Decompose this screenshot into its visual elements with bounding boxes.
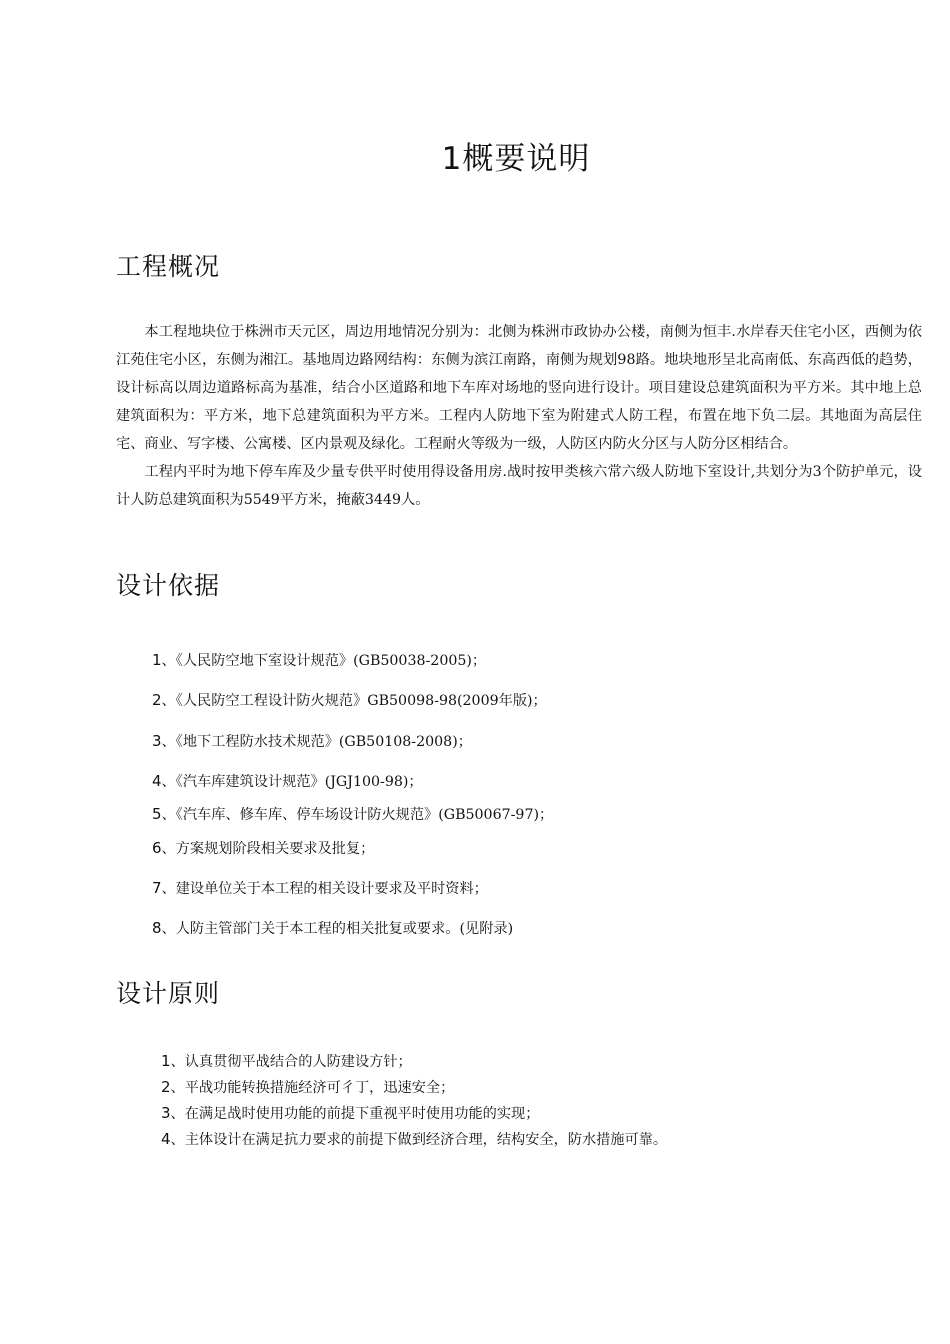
list-item-text: 、《地下工程防水技术规范》(GB50108-2008)； — [161, 734, 472, 750]
list-item-number: 7 — [152, 879, 162, 897]
list-item-text: 、认真贯彻平战结合的人防建设方针； — [170, 1054, 412, 1070]
list-item-number: 1 — [152, 651, 162, 669]
basis-list-item — [152, 838, 374, 858]
principle-list-item — [161, 1103, 539, 1123]
overview-paragraph: 工程内平时为地下停车库及少量专供平时使用得设备用房.战时按甲类核六常六级人防地下室设计,共划分为3个防护单元，设计人防总建筑面积为5549平方米，掩蔽3449人。 — [116, 464, 922, 508]
list-item-number: 3 — [161, 1104, 171, 1122]
list-item-number: 4 — [161, 1130, 171, 1148]
list-item-text: 、《汽车库建筑设计规范》(JGJ100-98)； — [161, 774, 423, 790]
list-item-number: 1 — [161, 1052, 171, 1070]
list-item-number: 2 — [161, 1078, 171, 1096]
list-item-text: 、人防主管部门关于本工程的相关批复或要求。(见附录) — [161, 921, 514, 937]
principle-list-item — [161, 1077, 454, 1097]
list-item-text: 、方案规划阶段相关要求及批复； — [161, 841, 375, 857]
list-item-number: 3 — [152, 732, 162, 750]
list-item-number: 5 — [152, 805, 162, 823]
section-heading-overview: 工程概况 — [116, 252, 221, 281]
list-item-number: 2 — [152, 691, 162, 709]
list-item-text: 、平战功能转换措施经济可彳丁，迅速安全； — [170, 1080, 455, 1096]
section-heading-basis: 设计依据 — [116, 571, 221, 600]
basis-list-item — [152, 918, 513, 938]
list-item-number: 6 — [152, 839, 162, 857]
list-item-number: 8 — [152, 919, 162, 937]
basis-list-item — [152, 804, 553, 824]
basis-list-item — [152, 650, 486, 670]
chapter-title: 1概要说明 — [441, 141, 591, 177]
list-item-text: 、主体设计在满足抗力要求的前提下做到经济合理，结构安全，防水措施可靠。 — [170, 1132, 668, 1148]
basis-list-item — [152, 878, 488, 898]
principle-list-item — [161, 1051, 412, 1071]
list-item-text: 、在满足战时使用功能的前提下重视平时使用功能的实现； — [170, 1106, 540, 1122]
list-item-text: 、建设单位关于本工程的相关设计要求及平时资料； — [161, 881, 488, 897]
basis-list-item — [152, 690, 547, 710]
basis-list-item — [152, 771, 423, 791]
list-item-number: 4 — [152, 772, 162, 790]
list-item-text: 、《人民防空工程设计防火规范》GB50098-98(2009年版)； — [161, 693, 547, 709]
list-item-text: 、《人民防空地下室设计规范》(GB50038-2005)； — [161, 653, 487, 669]
section-heading-principles: 设计原则 — [116, 979, 221, 1008]
basis-list-item — [152, 731, 472, 751]
list-item-text: 、《汽车库、修车库、停车场设计防火规范》(GB50067-97)； — [161, 807, 554, 823]
overview-paragraph: 本工程地块位于株洲市天元区，周边用地情况分别为：北侧为株洲市政协办公楼，南侧为恒丰.水岸春天住宅小区，西侧为依江苑住宅小区，东侧为湘江。基地周边路网结构：东侧为滨江南路，南侧为规划98路。地块地形呈北高南低、东高西低的趋势，设计标高以周边道路标高为基准，结合小区道路和地下车库对场地的竖向进行设计。项目建设总建筑面积为平方米。其中地上总建筑面积为：平方米，地下总建筑面积为平方米。工程内人防地下室为附建式人防工程，布置在地下负二层。其地面为高层住宅、商业、写字楼、公寓楼、区内景观及绿化。工程耐火等级为一级，人防区内防火分区与人防分区相结合。 — [116, 324, 922, 452]
overview-body — [116, 318, 922, 514]
principle-list-item — [161, 1129, 667, 1149]
